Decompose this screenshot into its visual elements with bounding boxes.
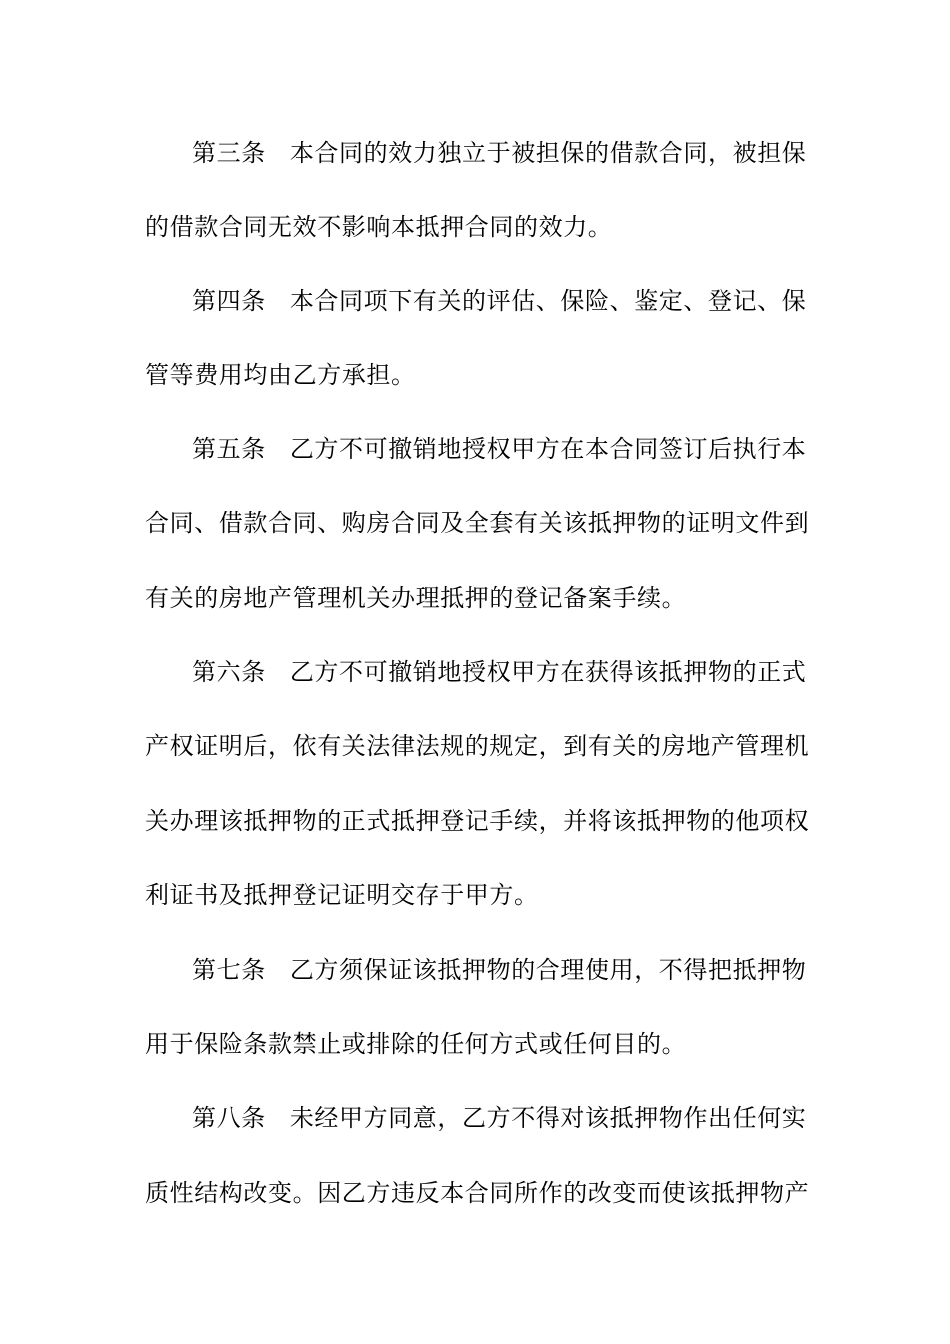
text-line <box>145 806 815 836</box>
article-text: 乙方须保证该抵押物的合理使用，不得把抵押物 <box>289 956 807 984</box>
article-text: 乙方不可撤销地授权甲方在本合同签订后执行本 <box>289 435 807 463</box>
text-line <box>145 508 815 538</box>
text-line <box>145 583 815 613</box>
text-line <box>145 212 815 242</box>
article-label: 第六条 <box>192 658 266 686</box>
text-line <box>145 1029 815 1059</box>
article-text: 未经甲方同意，乙方不得对该抵押物作出任何实 <box>289 1104 807 1132</box>
text-line <box>192 286 815 316</box>
text-line <box>145 1178 815 1208</box>
text-line <box>145 360 815 390</box>
article-text: 产权证明后，依有关法律法规的规定，到有关的房地产管理机 <box>145 732 810 760</box>
article-text: 的借款合同无效不影响本抵押合同的效力。 <box>145 213 613 241</box>
article-text: 乙方不可撤销地授权甲方在获得该抵押物的正式 <box>289 658 807 686</box>
text-line <box>192 434 815 464</box>
text-line <box>192 138 815 168</box>
article-text: 合同、借款合同、购房合同及全套有关该抵押物的证明文件到 <box>145 509 810 537</box>
article-text: 有关的房地产管理机关办理抵押的登记备案手续。 <box>145 584 687 612</box>
article-label: 第八条 <box>192 1104 266 1132</box>
text-line <box>192 1103 815 1133</box>
article-text: 用于保险条款禁止或排除的任何方式或任何目的。 <box>145 1030 687 1058</box>
article-label: 第三条 <box>192 139 266 167</box>
article-text: 利证书及抵押登记证明交存于甲方。 <box>145 881 539 909</box>
article-text: 本合同的效力独立于被担保的借款合同，被担保 <box>289 139 807 167</box>
article-text: 关办理该抵押物的正式抵押登记手续，并将该抵押物的他项权 <box>145 807 810 835</box>
text-line <box>145 880 815 910</box>
article-text: 本合同项下有关的评估、保险、鉴定、登记、保 <box>289 287 807 315</box>
article-text: 质性结构改变。因乙方违反本合同所作的改变而使该抵押物产 <box>145 1179 810 1207</box>
article-text: 管等费用均由乙方承担。 <box>145 361 416 389</box>
text-line <box>192 657 815 687</box>
text-line <box>145 731 815 761</box>
article-label: 第七条 <box>192 956 266 984</box>
article-label: 第五条 <box>192 435 266 463</box>
text-line <box>192 955 815 985</box>
article-label: 第四条 <box>192 287 266 315</box>
